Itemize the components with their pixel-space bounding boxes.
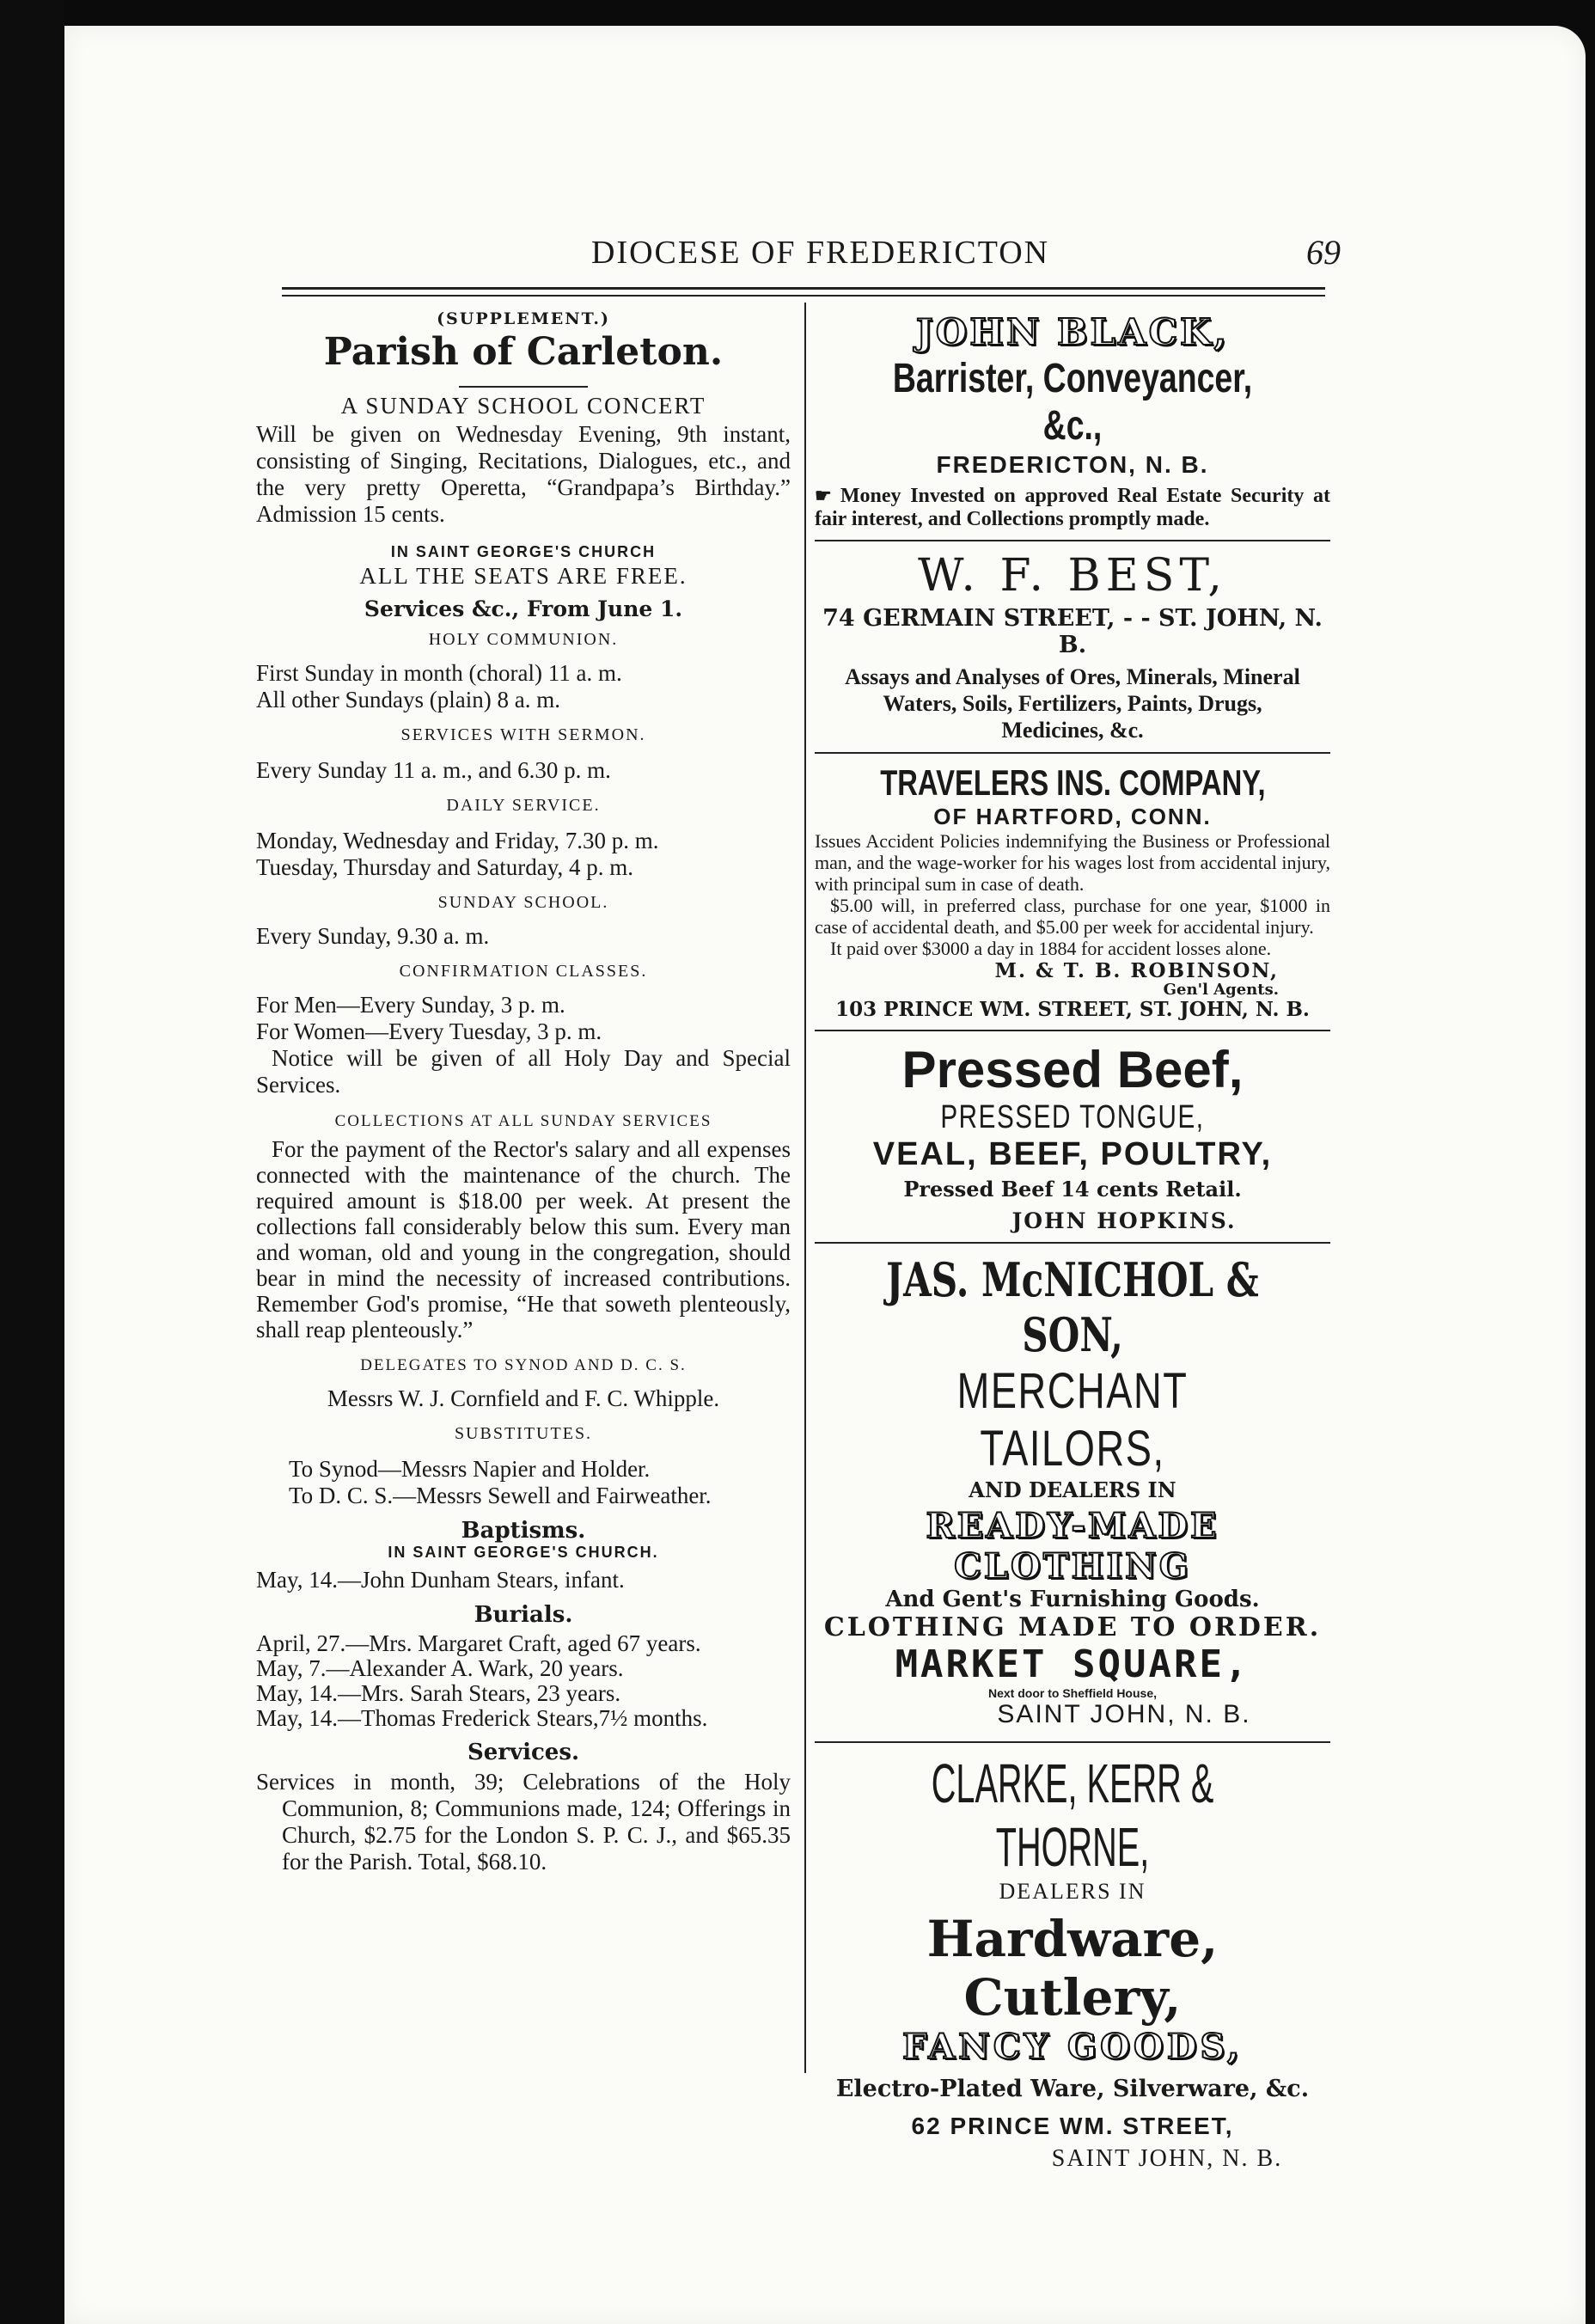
services-stats-heading: Services. — [467, 1740, 580, 1765]
travelers-text-2: $5.00 will, in preferred class, purchase for one year, $1000 in case of accidental death, and $5.00 per week for accidental injury. — [815, 895, 1330, 938]
clarke-hardware: Hardware, Cutlery, — [926, 1910, 1219, 2027]
services-stats-text: Services in month, 39; Celebrations of the Holy Communion, 8; Communions made, 124; Offerings in Church, $2.75 for the London S. P. C. J., and $65.35 for the Parish. Total, $68.10. — [256, 1769, 791, 1874]
mcnichol-dealers: AND DEALERS IN — [969, 1477, 1176, 1502]
holy-communion-heading: HOLY COMMUNION. — [428, 630, 619, 649]
travelers-address: 103 PRINCE WM. STREET, ST. JOHN, N. B. — [835, 998, 1310, 1021]
sunday-school-heading: SUNDAY SCHOOL. — [437, 893, 609, 912]
clarke-plated: Electro-Plated Ware, Silverware, &c. — [835, 2076, 1310, 2102]
hopkins-name: JOHN HOPKINS. — [1011, 1208, 1237, 1233]
mcnichol-next-door: Next door to Sheffield House, — [987, 1686, 1157, 1700]
substitutes-line-1: To Synod—Messrs Napier and Holder. — [289, 1456, 651, 1482]
burials-heading: Burials. — [474, 1602, 573, 1628]
mcnichol-name-text: JAS. McNICHOL & SON, — [886, 1252, 1259, 1362]
travelers-city: OF HARTFORD, CONN. — [933, 804, 1212, 829]
travelers-agents: M. & T. B. ROBINSON, — [994, 959, 1279, 982]
wf-best-address: 74 GERMAIN STREET, - - ST. JOHN, N. B. — [822, 605, 1323, 658]
john-black-profession — [815, 355, 1330, 450]
travelers-agents-title: Gen'l Agents. — [1163, 981, 1279, 999]
ad-john-black — [815, 311, 1330, 531]
ad-divider — [815, 1242, 1330, 1244]
church-name: IN SAINT GEORGE'S CHURCH — [390, 543, 657, 560]
ad-divider — [815, 752, 1330, 754]
substitutes-heading: SUBSTITUTES. — [454, 1424, 593, 1443]
running-title: DIOCESE OF FREDERICTON — [591, 235, 1050, 271]
john-black-text — [815, 484, 1330, 531]
services-heading: Services &c., From June 1. — [364, 596, 683, 621]
substitutes-line-2: To D. C. S.—Messrs Sewell and Fairweather. — [289, 1483, 712, 1508]
supplement-label: (SUPPLEMENT.) — [437, 309, 610, 328]
title-rule — [459, 386, 588, 388]
mcnichol-city: SAINT JOHN, N. B. — [997, 1700, 1251, 1728]
daily-line-2: Tuesday, Thursday and Saturday, 4 p. m. — [256, 854, 633, 880]
john-black-profession-text: Barrister, Conveyancer, &c., — [892, 356, 1253, 449]
travelers-text-1: Issues Accident Policies indemnifying the Business or Professional man, and the wage-worker for his wages lost from accidental injury, with principal sum in case of death. — [815, 830, 1330, 895]
ad-travelers — [815, 762, 1330, 1021]
clarke-address: 62 PRINCE WM. STREET, — [911, 2113, 1234, 2139]
mcnichol-trade — [815, 1362, 1330, 1477]
delegates-line: Messrs W. J. Cornfield and F. C. Whipple. — [327, 1385, 720, 1411]
ad-divider — [815, 1741, 1330, 1743]
scan-border — [0, 0, 64, 2324]
confirmation-heading: CONFIRMATION CLASSES. — [399, 962, 648, 981]
ad-john-hopkins — [815, 1040, 1330, 1233]
pressed-tongue-text: PRESSED TONGUE, — [940, 1099, 1205, 1135]
hc-line-2: All other Sundays (plain) 8 a. m. — [256, 687, 560, 712]
ad-wf-best — [815, 550, 1330, 743]
header-rule-thin — [282, 295, 1325, 297]
advertisements-column — [815, 311, 1330, 2173]
mcnichol-ready-made: READY-MADE CLOTHING — [926, 1506, 1219, 1587]
mcnichol-name — [815, 1252, 1330, 1362]
pressed-beef-headline: Pressed Beef, — [901, 1041, 1244, 1098]
wf-best-name: W. F. BEST, — [918, 550, 1227, 602]
ad-mcnichol — [815, 1252, 1330, 1729]
ad-divider — [815, 540, 1330, 541]
ad-clarke-kerr-thorne — [815, 1752, 1330, 2173]
john-black-text-body: Money Invested on approved Real Estate Security at fair interest, and Collections promptly made. — [815, 485, 1330, 530]
seats-free: ALL THE SEATS ARE FREE. — [359, 563, 688, 589]
john-black-name: JOHN BLACK, — [915, 311, 1230, 353]
mcnichol-gents: And Gent's Furnishing Goods. — [885, 1587, 1260, 1612]
veal-beef-poultry: VEAL, BEEF, POULTRY, — [872, 1136, 1273, 1172]
column-divider — [804, 303, 806, 2073]
burial-entry: April, 27.—Mrs. Margaret Craft, aged 67 years. — [256, 1630, 701, 1656]
confirmation-notice: Notice will be given of all Holy Day and Special Services. — [256, 1045, 791, 1098]
mcnichol-trade-text: MERCHANT TAILORS, — [956, 1363, 1189, 1477]
john-black-city: FREDERICTON, N. B. — [936, 451, 1209, 478]
clarke-name — [815, 1752, 1330, 1879]
wf-best-text: Assays and Analyses of Ores, Minerals, Mineral Waters, Soils, Fertilizers, Paints, Drugs, Medicines, &c. — [845, 664, 1300, 743]
running-head — [0, 234, 1595, 277]
mcnichol-square: MARKET SQUARE, — [895, 1642, 1250, 1686]
baptisms-heading: Baptisms. — [461, 1518, 586, 1544]
burial-entry: May, 7.—Alexander A. Wark, 20 years. — [256, 1655, 624, 1681]
header-rule — [282, 287, 1325, 290]
mcnichol-order: CLOTHING MADE TO ORDER. — [823, 1612, 1322, 1642]
confirmation-line-1: For Men—Every Sunday, 3 p. m. — [256, 992, 565, 1018]
baptisms-church: IN SAINT GEORGE'S CHURCH. — [388, 1544, 659, 1561]
sunday-school-line: Every Sunday, 9.30 a. m. — [256, 923, 490, 949]
burial-entry: May, 14.—Thomas Frederick Stears,7½ months. — [256, 1705, 708, 1731]
pointing-hand-icon: ☛ — [815, 485, 840, 506]
hopkins-price: Pressed Beef 14 cents Retail. — [903, 1177, 1242, 1202]
pressed-tongue — [815, 1099, 1330, 1136]
baptism-entry: May, 14.—John Dunham Stears, infant. — [256, 1567, 625, 1593]
clarke-dealers: DEALERS IN — [999, 1879, 1146, 1904]
hc-line-1: First Sunday in month (choral) 11 a. m. — [256, 660, 622, 686]
ad-divider — [815, 1030, 1330, 1031]
confirmation-line-2: For Women—Every Tuesday, 3 p. m. — [256, 1018, 602, 1044]
concert-text: Will be given on Wednesday Evening, 9th instant, consisting of Singing, Recitations, Dialogues, etc., and the very pretty Operetta, “Grandpapa’s Birthday.” Admission 15 cents. — [256, 421, 791, 527]
page-number: 69 — [1306, 233, 1341, 272]
parish-title: Parish of Carleton. — [323, 330, 724, 374]
sermon-line: Every Sunday 11 a. m., and 6.30 p. m. — [256, 757, 611, 783]
sermon-heading: SERVICES WITH SERMON. — [400, 725, 646, 744]
clarke-name-text: CLARKE, KERR & THORNE, — [931, 1752, 1214, 1878]
parish-column — [256, 309, 791, 1875]
collections-heading: COLLECTIONS AT ALL SUNDAY SERVICES — [334, 1112, 712, 1130]
travelers-text-3: It paid over $3000 a day in 1884 for accident losses alone. — [830, 938, 1272, 959]
burial-entry: May, 14.—Mrs. Sarah Stears, 23 years. — [256, 1680, 621, 1706]
concert-title: A SUNDAY SCHOOL CONCERT — [340, 393, 706, 419]
daily-line-1: Monday, Wednesday and Friday, 7.30 p. m. — [256, 828, 659, 853]
travelers-name — [815, 762, 1330, 804]
clarke-fancy-goods: FANCY GOODS, — [902, 2027, 1243, 2067]
delegates-heading: DELEGATES TO SYNOD AND D. C. S. — [360, 1356, 687, 1374]
travelers-name-text: TRAVELERS INS. COMPANY, — [879, 762, 1266, 803]
collections-text: For the payment of the Rector's salary and all expenses connected with the maintenance of the church. The required amount is $18.00 per week. At present the collections fall considerably below this sum. Every man and woman, old and young in the congregation, should bear in mind the necessity of increased contributions. Remember God's promise, “He that soweth plenteously, shall reap plenteously.” — [256, 1136, 791, 1342]
clarke-city: SAINT JOHN, N. B. — [1051, 2145, 1283, 2172]
daily-heading: DAILY SERVICE. — [446, 796, 601, 815]
